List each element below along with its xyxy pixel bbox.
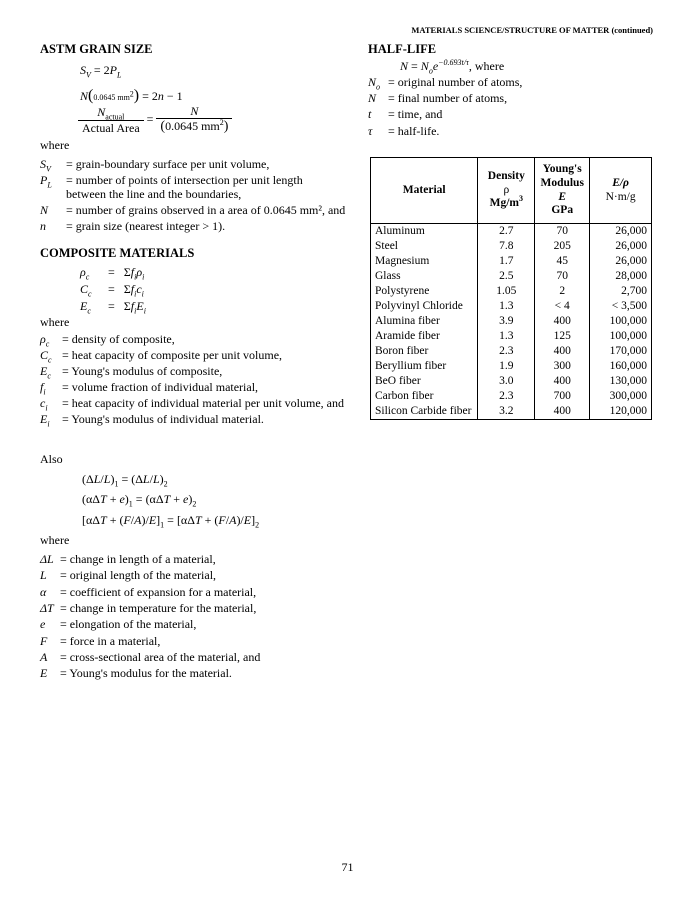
header-density: Density ρ $Mg/m^3$ (478, 158, 535, 224)
cell-material: Magnesium (371, 254, 478, 269)
astm-equation-ratio: $\frac{N_{actual}}{\text{Actual Area}}$ = $\frac{N}{(0.0645 mm^2)}$ (78, 104, 232, 136)
halflife-equation: $N = N_oe^{-0.693t/\tau}$, where (400, 58, 505, 76)
table-row (371, 344, 652, 359)
composite-eq-density: $\rho_c = \Sigma f_i\rho_i$ (80, 265, 145, 282)
cell-density: 2.5 (478, 269, 535, 284)
cell-specific-modulus: < 3,500 (590, 299, 652, 314)
cell-density: 2.3 (478, 389, 535, 404)
cell-density: 2.3 (478, 344, 535, 359)
cell-specific-modulus: 26,000 (590, 224, 652, 240)
cell-density: 1.05 (478, 284, 535, 299)
cell-modulus: < 4 (535, 299, 590, 314)
also-eq-3: $[\alpha\Delta T + (F/A)/E]_1 = [\alpha\Delta T + (F/A)/E]_2$ (82, 513, 260, 530)
cell-material: Boron fiber (371, 344, 478, 359)
materials-table (370, 157, 652, 420)
table-row (371, 329, 652, 344)
table-row (371, 299, 652, 314)
cell-material: Aluminum (371, 224, 478, 240)
header-specific-modulus: E/ρ N·m/g (590, 158, 652, 224)
cell-modulus: 70 (535, 224, 590, 240)
cell-specific-modulus: 300,000 (590, 389, 652, 404)
cell-material: Polystyrene (371, 284, 478, 299)
cell-specific-modulus: 120,000 (590, 404, 652, 420)
cell-density: 2.7 (478, 224, 535, 240)
cell-specific-modulus: 2,700 (590, 284, 652, 299)
cell-material: Polyvinyl Chloride (371, 299, 478, 314)
cell-specific-modulus: 100,000 (590, 314, 652, 329)
cell-density: 3.2 (478, 404, 535, 420)
cell-specific-modulus: 26,000 (590, 254, 652, 269)
cell-material: Beryllium fiber (371, 359, 478, 374)
header-material: Material (371, 158, 478, 224)
table-row (371, 254, 652, 269)
cell-modulus: 70 (535, 269, 590, 284)
page-number: 71 (341, 860, 354, 874)
astm-equation-n: N(0.0645 $mm^2) = 2n - 1$ (80, 87, 183, 104)
astm-where: where (40, 138, 70, 152)
cell-modulus: 2 (535, 284, 590, 299)
astm-equation-sv: $S_V = 2P_L$ (80, 63, 122, 80)
composite-where: where (40, 315, 70, 329)
cell-modulus: 400 (535, 314, 590, 329)
cell-material: BeO fiber (371, 374, 478, 389)
cell-modulus: 400 (535, 344, 590, 359)
cell-specific-modulus: 100,000 (590, 329, 652, 344)
cell-specific-modulus: 160,000 (590, 359, 652, 374)
also-where: where (40, 533, 70, 547)
also-eq-1: $(\Delta L/L)_1 = (\Delta L/L)_2$ (82, 472, 168, 489)
table-row (371, 359, 652, 374)
cell-density: 1.3 (478, 329, 535, 344)
header-youngs-modulus: Young's Modulus E GPa (535, 158, 590, 224)
halflife-where-suffix: , where (468, 59, 505, 73)
also-eq-2: $(\alpha\Delta T + e)_1 = (\alpha\Delta T + e)_2$ (82, 492, 197, 509)
cell-specific-modulus: 28,000 (590, 269, 652, 284)
table-row (371, 239, 652, 254)
cell-modulus: 205 (535, 239, 590, 254)
table-row (371, 374, 652, 389)
table-row (371, 404, 652, 420)
cell-modulus: 300 (535, 359, 590, 374)
table-row (371, 314, 652, 329)
cell-material: Steel (371, 239, 478, 254)
cell-specific-modulus: 26,000 (590, 239, 652, 254)
table-row (371, 284, 652, 299)
astm-heading: ASTM GRAIN SIZE (40, 42, 153, 56)
running-header: MATERIALS SCIENCE/STRUCTURE OF MATTER (continued) (411, 25, 653, 35)
cell-modulus: 125 (535, 329, 590, 344)
composite-eq-heat: $C_c = \Sigma f_ic_i$ (80, 282, 144, 299)
cell-material: Alumina fiber (371, 314, 478, 329)
cell-density: 3.9 (478, 314, 535, 329)
also-label: Also (40, 452, 63, 466)
cell-specific-modulus: 170,000 (590, 344, 652, 359)
table-body (371, 224, 652, 420)
halflife-heading: HALF-LIFE (368, 42, 437, 56)
table-row (371, 389, 652, 404)
cell-material: Carbon fiber (371, 389, 478, 404)
cell-density: 1.7 (478, 254, 535, 269)
table-row (371, 224, 652, 240)
cell-modulus: 700 (535, 389, 590, 404)
composite-eq-modulus: $E_c = \Sigma f_iE_i$ (80, 299, 146, 316)
cell-material: Glass (371, 269, 478, 284)
cell-modulus: 45 (535, 254, 590, 269)
cell-modulus: 400 (535, 374, 590, 389)
cell-material: Aramide fiber (371, 329, 478, 344)
composite-heading: COMPOSITE MATERIALS (40, 246, 195, 260)
cell-specific-modulus: 130,000 (590, 374, 652, 389)
cell-density: 3.0 (478, 374, 535, 389)
cell-modulus: 400 (535, 404, 590, 420)
cell-density: 1.3 (478, 299, 535, 314)
table-row (371, 269, 652, 284)
table-header-row (371, 158, 652, 224)
cell-material: Silicon Carbide fiber (371, 404, 478, 420)
cell-density: 7.8 (478, 239, 535, 254)
cell-density: 1.9 (478, 359, 535, 374)
